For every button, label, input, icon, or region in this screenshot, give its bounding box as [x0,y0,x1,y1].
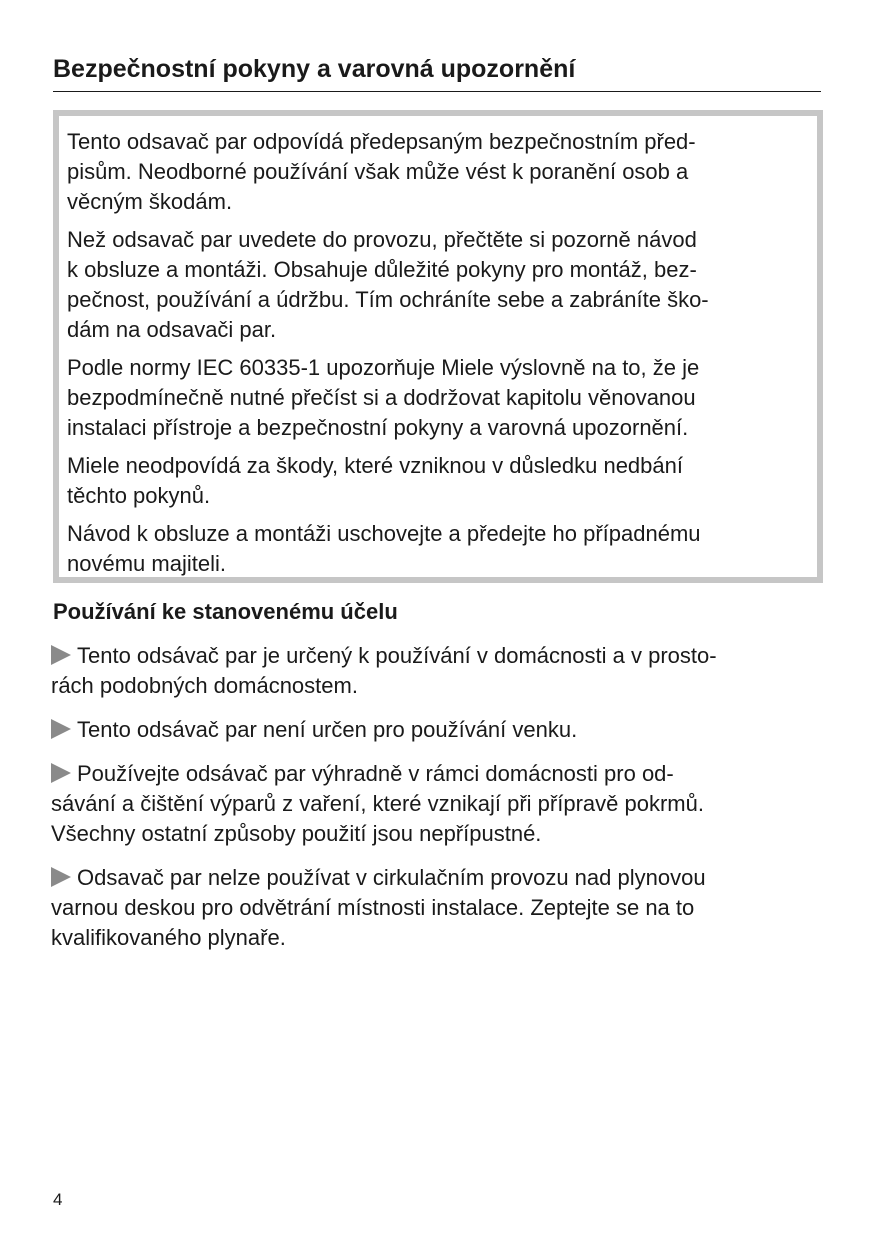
list-item-gas-hob-warning [51,863,821,953]
triangle-right-icon [51,719,71,739]
list-item-no-outdoor-use [51,715,821,745]
warning-paragraph-keep-manual: Návod k obsluze a montáži uschovejte a předejte ho případnému novému majiteli. [67,521,701,576]
page-title: Bezpečnostní pokyny a varovná upozornění [53,55,576,83]
list-item-text: Odsavač par nelze používat v cirkulačním provozu nad plynovou varnou deskou pro odvětrání místnosti instalace. Zeptejte se na to kvalifikovaného plynaře. [51,865,706,950]
list-item-text: Používejte odsávač par výhradně v rámci domácnosti pro od- sávání a čištění výparů z vaření, které vznikají při přípravě pokrmů. Všechny ostatní způsoby použití jsou nepřípustné. [51,761,704,846]
warning-paragraph-read-manual: Než odsavač par uvedete do provozu, přečtěte si pozorně návod k obsluze a montáži. Obsahuje důležité pokyny pro montáž, bez- pečnost, používání a údržbu. Tím ochráníte sebe a zabráníte ško- dám na odsavači par. [67,227,709,342]
title-divider [53,91,821,92]
triangle-right-icon [51,867,71,887]
list-item-text: Tento odsávač par není určen pro používání venku. [77,717,578,742]
intended-use-list [51,641,821,967]
triangle-right-icon [51,645,71,665]
triangle-right-icon [51,763,71,783]
list-item-household-use [51,641,821,701]
warning-paragraph-liability: Miele neodpovídá za škody, které vzniknou v důsledku nedbání těchto pokynů. [67,453,683,508]
section-heading-intended-use: Používání ke stanovenému účelu [53,599,398,624]
list-item-text: Tento odsávač par je určený k používání v domácnosti a v prosto- rách podobných domácnostem. [51,643,717,698]
warning-box-content [59,116,817,579]
safety-warning-box [53,110,823,583]
warning-paragraph-compliance: Tento odsavač par odpovídá předepsaným bezpečnostním před- pisům. Neodborné používání však může vést k poranění osob a věcným škodám. [67,129,696,214]
list-item-exclusive-use [51,759,821,849]
page-number: 4 [53,1190,63,1209]
warning-paragraph-iec-norm: Podle normy IEC 60335-1 upozorňuje Miele výslovně na to, že je bezpodmínečně nutné přečíst si a dodržovat kapitolu věnovanou instalaci přístroje a bezpečnostní pokyny a varovná upozornění. [67,355,700,440]
